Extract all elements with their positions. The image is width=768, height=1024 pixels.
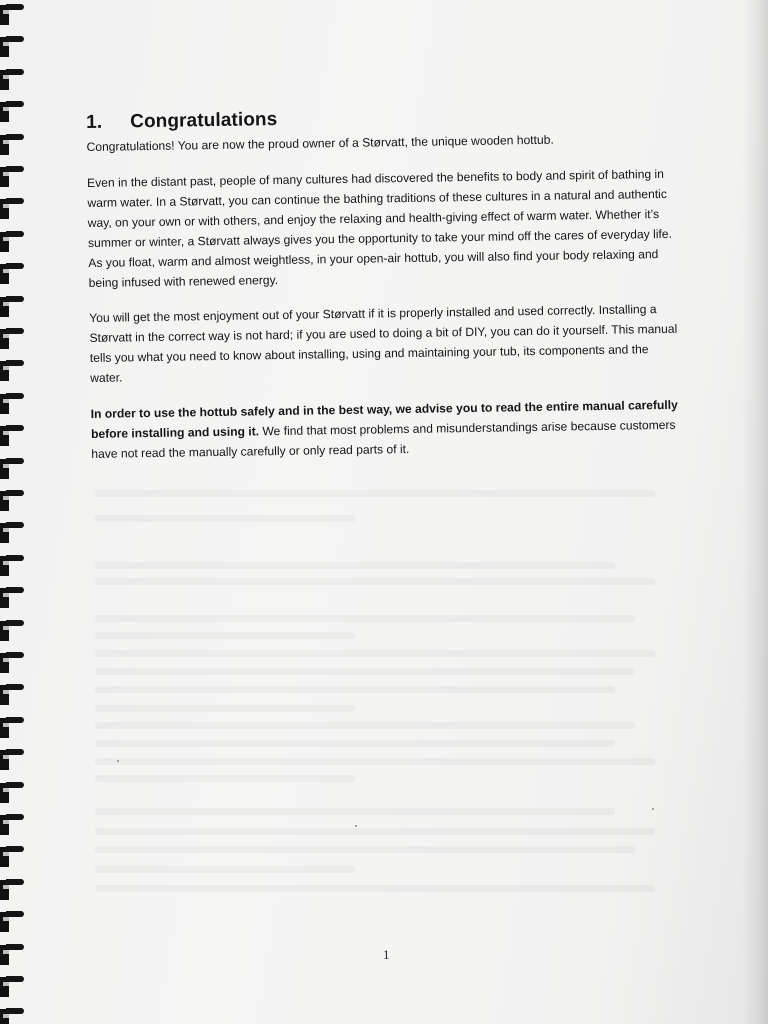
binding-ring — [0, 553, 26, 579]
bleed-line — [95, 632, 355, 639]
binding-ring — [0, 2, 26, 28]
binding-ring — [0, 132, 26, 158]
binding-ring — [0, 358, 26, 384]
bleed-line — [95, 686, 615, 693]
binding-ring — [0, 942, 26, 968]
scan-speck — [355, 825, 357, 827]
bleed-line — [95, 775, 355, 782]
bleed-line — [95, 650, 655, 657]
binding-ring — [0, 812, 26, 838]
bleed-line — [95, 808, 615, 815]
scan-speck — [117, 760, 119, 762]
spiral-binding — [0, 0, 30, 1024]
binding-ring — [0, 229, 26, 255]
scan-speck — [652, 808, 654, 810]
bleed-line — [95, 562, 615, 569]
binding-ring — [0, 780, 26, 806]
bleed-line — [95, 758, 655, 765]
binding-ring — [0, 715, 26, 741]
binding-ring — [0, 34, 26, 60]
paragraph-intro: Congratulations! You are now the proud owner of a Størvatt, the unique wooden hottub. — [86, 132, 554, 154]
paragraph-install: You will get the most enjoyment out of your Størvatt if it is properly installed and used correctly. Installing a Størvatt in the correct way is not hard; if you are used to doing a bit of DIY, you can do it yourself. This manual tells you what you need to know about installing, using and maintaining your tub, its components and the water. — [89, 302, 678, 385]
binding-ring — [0, 164, 26, 190]
binding-ring — [0, 261, 26, 287]
bleed-line — [95, 866, 355, 873]
bleed-line — [95, 668, 635, 675]
paragraph-advice — [91, 395, 682, 464]
bleed-line — [95, 885, 655, 892]
bleed-line — [95, 490, 655, 497]
binding-ring — [0, 618, 26, 644]
bleed-line — [95, 828, 655, 835]
binding-ring — [0, 326, 26, 352]
page-number: 1 — [383, 947, 390, 962]
bleed-line — [95, 740, 615, 747]
binding-ring — [0, 520, 26, 546]
bleed-line — [95, 615, 635, 622]
binding-ring — [0, 456, 26, 482]
bleed-line — [95, 515, 355, 522]
binding-ring — [0, 1006, 26, 1024]
binding-ring — [0, 391, 26, 417]
advice-regular-text: We find that most problems and misunderstandings arise because customers have not read the manually carefully or only read parts of it. — [91, 417, 676, 461]
section-content — [86, 103, 681, 464]
binding-ring — [0, 650, 26, 676]
bleed-line — [95, 722, 635, 729]
binding-ring — [0, 844, 26, 870]
scan-edge-shadow — [742, 0, 768, 1024]
bleed-line — [95, 705, 355, 712]
binding-ring — [0, 877, 26, 903]
binding-ring — [0, 196, 26, 222]
section-number: 1. — [86, 111, 103, 133]
binding-ring — [0, 294, 26, 320]
bleed-line — [95, 578, 655, 585]
paragraph-history: Even in the distant past, people of many cultures had discovered the benefits to body and spirit of bathing in warm water. In a Størvatt, you can continue the bathing traditions of these cultures in a natural and authentic way, on your own or with others, and enjoy the relaxing and health-giving effect of warm water. Whether it’s summer or winter, a Størvatt always gives you the opportunity to take your mind off the cares of everyday life. As you float, warm and almost weightless, in your open-air hottub, you will also find your body relaxing and being infused with renewed energy. — [87, 166, 673, 290]
section-title: Congratulations — [129, 108, 278, 133]
binding-ring — [0, 488, 26, 514]
binding-ring — [0, 67, 26, 93]
advice-bold-text: In order to use the hottub safely and in the best way, we advise you to read the entire manual carefully before installing and using it. — [90, 397, 678, 441]
binding-ring — [0, 747, 26, 773]
binding-ring — [0, 974, 26, 1000]
binding-ring — [0, 682, 26, 708]
bleed-line — [95, 846, 635, 853]
binding-ring — [0, 99, 26, 125]
binding-ring — [0, 585, 26, 611]
binding-ring — [0, 423, 26, 449]
binding-ring — [0, 909, 26, 935]
